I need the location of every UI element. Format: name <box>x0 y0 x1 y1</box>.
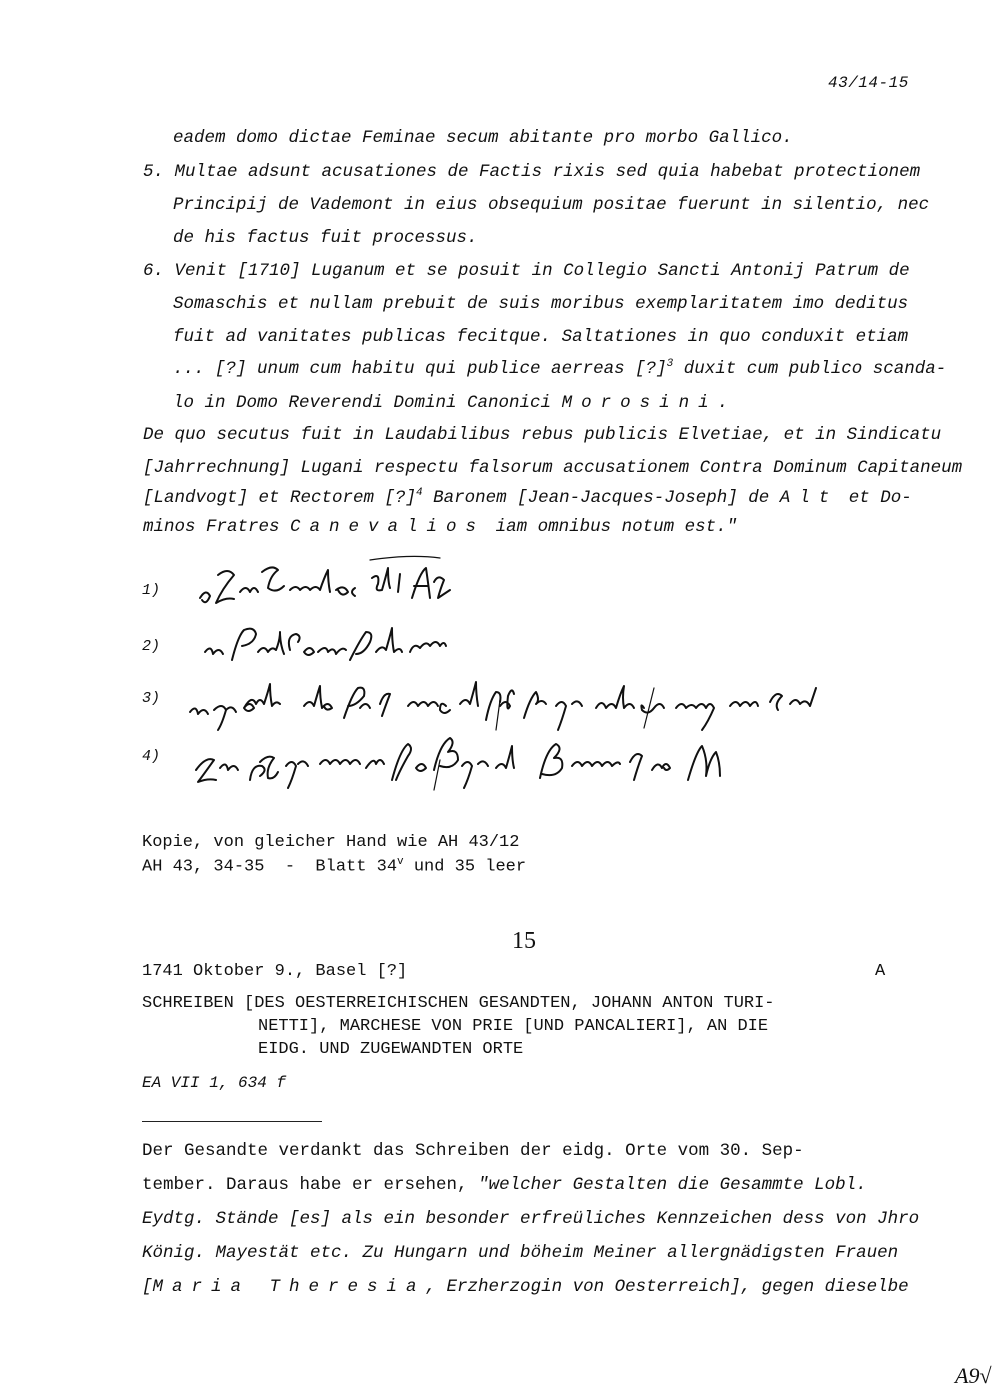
spaced-name: Canevalios <box>290 517 486 537</box>
document-date: 1741 Oktober 9., Basel [?] <box>142 962 408 981</box>
handwriting-sample-4 <box>196 738 720 790</box>
document-letter: A <box>875 962 886 981</box>
handwriting-label: 2) <box>142 638 161 655</box>
body-line: [Maria Theresia, Erzherzogin von Oesterreich], gegen dieselbe <box>142 1277 909 1297</box>
handwriting-label: 4) <box>142 748 161 765</box>
corner-mark: A9√ <box>955 1363 992 1388</box>
source-note-line: AH 43, 34-35 - Blatt 34$^v$ und 35 leer <box>142 856 527 877</box>
latin-line: Principij de Vademont in eius obsequium positae fuerunt in silentio, nec <box>173 195 930 215</box>
handwriting-sample-1 <box>200 556 450 603</box>
body-line: König. Mayestät etc. Zu Hungarn und böheim Meiner allergnädigsten Frauen <box>142 1243 899 1263</box>
document-title: EIDG. UND ZUGEWANDTEN ORTE <box>258 1040 524 1059</box>
source-note-line: Kopie, von gleicher Hand wie AH 43/12 <box>142 833 520 852</box>
body-text-block <box>142 1141 942 1321</box>
handwriting-label: 3) <box>142 690 161 707</box>
superscript: v <box>397 856 404 868</box>
latin-line: De quo secutus fuit in Laudabilibus rebus publicis Elvetiae, et in Sindicatu <box>143 425 942 445</box>
latin-line: Somaschis et nullam prebuit de suis moribus exemplaritatem imo deditus <box>173 294 909 314</box>
latin-line: [Landvogt] et Rectorem [?]$^4$ Baronem [Jean-Jacques-Joseph] de Alt et Do- <box>143 487 912 508</box>
latin-line: minos Fratres Canevalios iam omnibus notum est." <box>143 517 738 537</box>
handwriting-label: 1) <box>142 582 161 599</box>
separator-rule <box>142 1121 322 1122</box>
latin-line: de his factus fuit processus. <box>173 228 478 248</box>
edition-reference: EA VII 1, 634 f <box>142 1074 287 1092</box>
latin-line: fuit ad vanitates publicas fecitque. Saltationes in quo conduxit etiam <box>173 327 909 347</box>
document-number: 15 <box>512 928 536 954</box>
latin-line: [Jahrrechnung] Lugani respectu falsorum accusationem Contra Dominum Capitaneum <box>143 458 963 478</box>
footnote-mark: 3 <box>666 358 674 370</box>
latin-line: lo in Domo Reverendi Domini Canonici Morosini. <box>173 393 729 413</box>
body-line: Eydtg. Stände [es] als ein besonder erfreüliches Kennzeichen dess von Jhro <box>142 1209 920 1229</box>
latin-line: 5. Multae adsunt acusationes de Factis rixis sed quia habebat protectionem <box>143 162 921 182</box>
footnote-mark: 4 <box>416 487 423 499</box>
latin-line: ... [?] unum cum habitu qui publice aerreas [?]$^3$ duxit cum publico scanda- <box>173 358 947 379</box>
document-title: SCHREIBEN [DES OESTERREICHISCHEN GESANDTEN, JOHANN ANTON TURI- <box>142 994 775 1013</box>
latin-line: 6. Venit [1710] Luganum et se posuit in Collegio Sancti Antonij Patrum de <box>143 261 910 281</box>
spaced-name: Maria Theresia <box>152 1277 426 1297</box>
handwriting-sample-3 <box>190 682 816 730</box>
page-reference: 43/14-15 <box>828 74 909 92</box>
latin-line: eadem domo dictae Feminae secum abitante pro morbo Gallico. <box>173 128 793 148</box>
handwriting-sample-2 <box>205 628 446 660</box>
spaced-name: Alt <box>779 487 839 508</box>
document-title: NETTI], MARCHESE VON PRIE [UND PANCALIERI], AN DIE <box>258 1017 769 1036</box>
body-line: Der Gesandte verdankt das Schreiben der eidg. Orte vom 30. Sep- <box>142 1141 804 1161</box>
spaced-name: Morosini <box>561 393 718 413</box>
body-line: tember. Daraus habe er ersehen, "welcher Gestalten die Gesammte Lobl. <box>142 1175 867 1195</box>
